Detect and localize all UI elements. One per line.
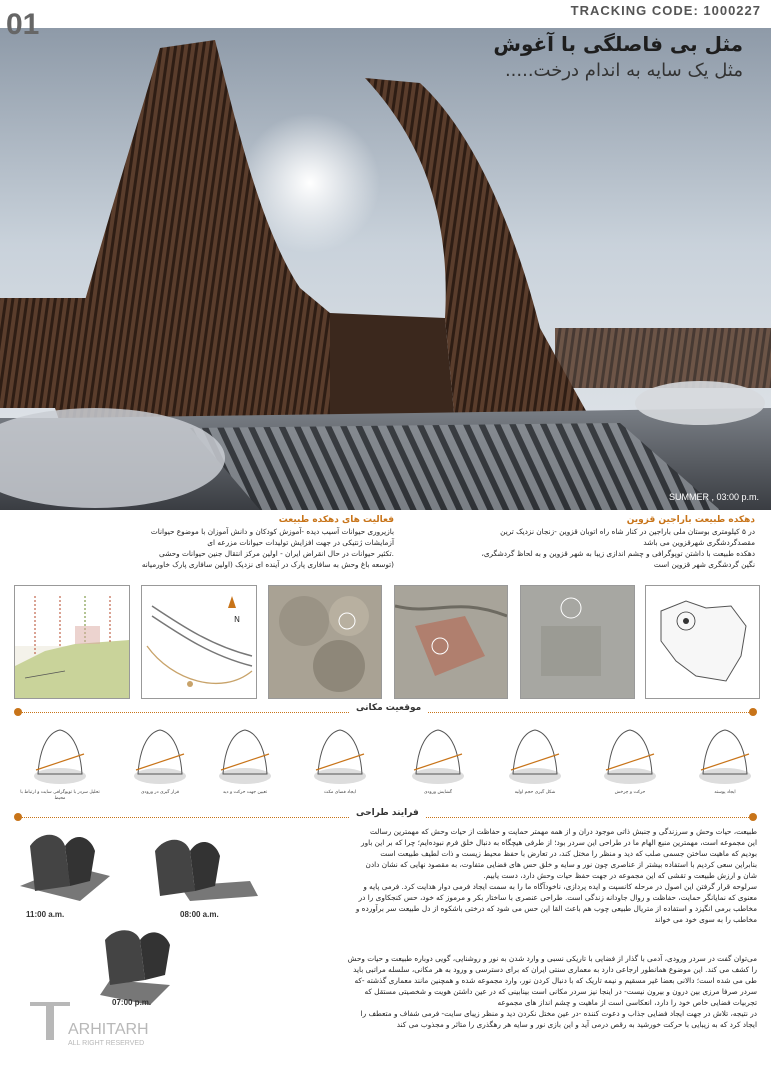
time-label: 07:00 p.m. [112,998,152,1007]
design-title: فرایند طراحی [350,808,425,818]
design-text-line: می‌توان گفت در سردر ورودی، آدمی با گذار از فضایی با تاریکی نسبی و وارد شدن به نور و روشنایی، گویی دوباره طبیعت و حیات وحش [347,954,757,963]
activity-line: .تکثیر حیوانات در حال انقراض ایران - اولین مرکز انتقال جنین حیوانات وحشی [159,549,394,558]
divider-dot [14,708,22,716]
north-label: N [234,615,240,624]
divider-dot [749,813,757,821]
project-intro [400,515,755,570]
intro-line: در ۵ کیلومتری بوستان ملی باراجین در کنار شاه راه اتوبان قزوین -زنجان نزدیک ترین [500,527,755,536]
page-title: مثل بی فاصلگی با آغوش [493,32,743,56]
page-subtitle: مثل یک سایه به اندام درخت..... [504,60,743,81]
shadow-study-08am [140,826,260,916]
design-text-line: تجربیات فضایی خاص خود را دارد، انعکاسی است از ماهیت و چشم انداز های مجموعه [497,998,757,1007]
design-text-line: این مجموعه است، مهمترین منبع الهام ما در طراحی این سردر بود؛ از طرفی هیچگاه به دنبال خلق فرم نبوده‌ایم؛ چرا که بر این باور [361,838,757,847]
design-text-line: بودیم که ماهیت ساختن جسمی صلب که دید و منظر را مختل کند، در تعارض با حفظ محیط زیست و ذات لطیف طبیعت است [380,849,757,858]
time-label: 11:00 a.m. [26,910,65,919]
design-text-line: ایجاد کرد که به زیبایی با حرکت خورشید به رقص درمی آید و این بازی نور و سایه هر رهگذری را متاثر و مجذوب می کند [396,1020,757,1029]
section-diagram [14,585,130,699]
design-text-line: مخاطب برمی انگیزد و استفاده از متریال طبیعی چوب هم باعث القا این حس می شود که درختی باشکوه از دل طبیعت سر برآورده و [355,904,757,913]
design-text-line: طبیعت، حیات وحش و سرزندگی و جنبش ذاتی موجود دران و از همه مهمتر حمایت و حفاظت از حیات وحش که مهمترین رسالت [370,827,757,836]
design-text-line: در نتیجه، تلاش در جهت ایجاد فضایی جذاب و دعوت کننده -در عین مختل نکردن دید و منظر زیبای سایت- فرمی شفاف و متعطف را [360,1009,757,1018]
diagram-caption: ایجاد فضای مکث [324,790,356,795]
iran-map [645,585,760,699]
diagram-caption: تعیین جهت حرکت و دید [222,790,268,795]
divider-dot [14,813,22,821]
logo-name: ARHITARH [68,1021,149,1038]
diagram-caption: گشایش ورودی [424,790,452,795]
design-text-line: سرلوحه قرار گرفتن این اصول در مرحله کانسپت و ایده پردازی، ناخودآگاه ما را به سمت ایجاد فرمی دوار هدایت کرد. فرمی پایه و [363,882,757,891]
activity-line: آزمایشات ژنتیکی در جهت افزایش تولیدات حیوانات مزرعه ای [207,538,394,547]
location-title: موقعیت مکانی [350,703,427,713]
aerial-photo-1 [268,585,382,699]
design-text-line: سردر صرفا مرزی بین درون و بیرون نیست- در اینجا نیز سردر مکانی است بینابینی که در عین داشتن هویت و شخصیتی مستقل که [364,987,757,996]
design-text-line: بنابراین سعی کردیم با استفاده بیشتر از عناصری چون نور و سایه و خلق حس های فضایی متفاوت، به مقصود نهایی که نشان دادن [365,860,757,869]
design-text-line: مخاطب را به سوی خود می خواند [654,915,757,924]
design-text-line: را کشف می کند. این موضوع همانطور ارجاعی دارد به معماری سنتی ایران که برای دسترسی و ورود به هر مکانی، سلسله مراتبی باید [353,965,757,974]
design-text-line: معنوی که نمایانگر حمایت، حفاظت و روال جاودانه زندگی است. طراحی عنصری با ساختار بکر و مرموز که خود، حس کنجکاوی را در [358,893,757,902]
logo-rights: ALL RIGHT RESERVED [68,1040,145,1047]
render-caption: SUMMER , 03:00 p.m. [668,492,759,502]
shadow-study-11am [10,826,130,916]
brand-logo [28,1000,168,1050]
activities-heading: فعالیت های دهکده طبیعت [278,515,394,525]
intro-line: مقصدگردشگری شهرقزوین می باشد [643,538,755,547]
activity-line: بازپروری حیوانات آسیب دیده -آموزش کودکان و دانش آموزان با موضوع حیوانات [150,527,394,536]
diagram-caption: تحلیل سردر با توپوگرافی سایت و ارتباط با محیط [20,790,100,801]
aerial-photo-3 [520,585,635,699]
diagram-caption: قرار گیری در ورودی [140,790,180,795]
hero-render [0,28,771,510]
diagram-caption: ایجاد پوسته [714,790,736,795]
design-paragraph-2 [210,953,757,1030]
activities-block [14,515,394,570]
page-number: 01 [6,8,40,41]
intro-line: نگین گردشگری شهر قزوین است [653,560,755,569]
intro-heading: دهکده طبیعت باراجین قزوین [626,515,755,525]
aerial-photo-2 [394,585,508,699]
activity-line: (توسعه باغ وحش به سافاری پارک در آینده ای نزدیک (اولین سافاری پارک خاورمیانه [141,560,394,569]
site-plan [141,585,257,699]
intro-line: دهکده طبیعت با داشتن توپوگرافی و چشم اندازی زیبا به شهر قزوین و به لحاظ گردشگری، [481,549,755,558]
tracking-code: TRACKING CODE: 1000227 [570,3,761,18]
design-paragraph-1 [262,826,757,925]
time-label: 08:00 a.m. [180,910,219,919]
design-text-line: طی می شده است؛ دالانی بعضا غیر مسقیم و نیمه تاریک که با دنبال کردن نور، وارد مجموعه شده و همچنین مانند معماری گذشته -که [354,976,757,985]
diagram-caption: حرکت و چرخش [614,790,646,795]
diagram-caption: شکل گیری حجم اولیه [514,790,556,795]
divider-dot [749,708,757,716]
design-text-line: شان و ارزش طبیعت و تقشی که این مجموعه در جهت حفظ حیات وحش دارد، دست یابیم. [483,871,757,880]
